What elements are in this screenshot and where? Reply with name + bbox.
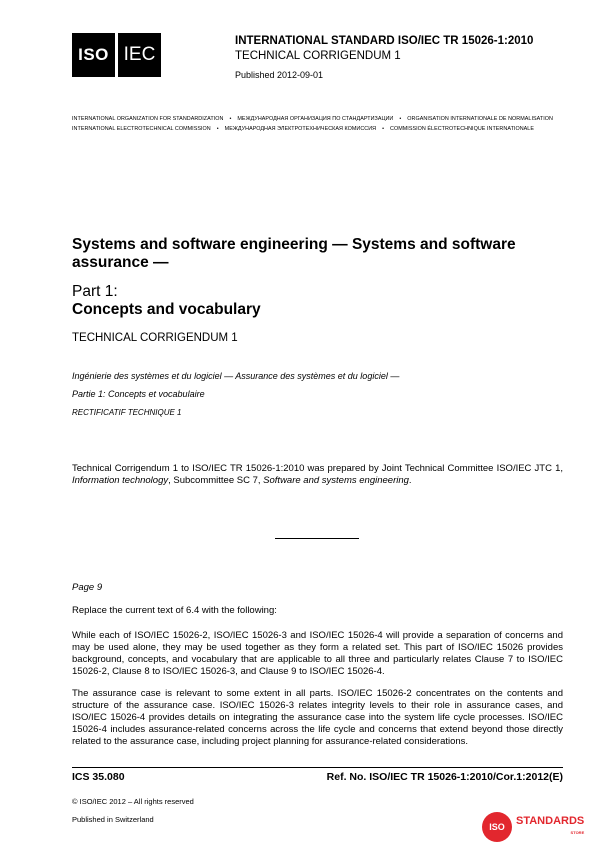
separator: • [399, 116, 402, 122]
copyright: © ISO/IEC 2012 – All rights reserved [72, 797, 194, 806]
part-title: Concepts and vocabulary [72, 301, 261, 318]
technical-corrigendum-label: TECHNICAL CORRIGENDUM 1 [72, 332, 238, 344]
separator: • [229, 116, 232, 122]
intro-text: Technical Corrigendum 1 to ISO/IEC TR 15026-1:2010 was prepared by Joint Technical Committee ISO/IEC JTC 1, [72, 463, 563, 474]
intro-text: , Subcommittee SC 7, [168, 475, 264, 486]
iso-circle-icon: ISO [482, 812, 512, 842]
org-iso-ru: МЕЖДУНАРОДНАЯ ОРГАНИЗАЦИЯ ПО СТАНДАРТИЗАЦИИ [237, 116, 394, 122]
intro-italic: Information technology [72, 475, 169, 486]
footer-rule [72, 767, 563, 768]
document-title: Systems and software engineering — Systems and software assurance — [72, 236, 516, 271]
corrigendum-label: TECHNICAL CORRIGENDUM 1 [235, 50, 401, 62]
part-heading [72, 283, 261, 319]
reference-number: Ref. No. ISO/IEC TR 15026-1:2010/Cor.1:2012(E) [326, 771, 563, 783]
iec-logo: IEC [118, 33, 161, 77]
intro-paragraph [72, 463, 563, 487]
iso-standards-store-logo [482, 812, 592, 842]
org-iso-en: INTERNATIONAL ORGANIZATION FOR STANDARDIZATION [72, 116, 224, 122]
org-iec-en: INTERNATIONAL ELECTROTECHNICAL COMMISSION [72, 126, 211, 132]
standard-title: INTERNATIONAL STANDARD ISO/IEC TR 15026-1:2010 [235, 35, 534, 47]
body-paragraph-1: While each of ISO/IEC 15026-2, ISO/IEC 15026-3 and ISO/IEC 15026-4 will provide a separation of concerns and may be used alone, they may be used together as they form a related set. This part of ISO/IEC 15026 provides background, concepts, and vocabulary that are applicable to all three and particularly relates Clause 7 to ISO/IEC 15026-2, Clause 8 to ISO/IEC 15026-3, and Clause 9 to ISO/IEC 15026-4. [72, 630, 563, 677]
org-line-1 [72, 116, 553, 122]
body-paragraph-2: The assurance case is relevant to some extent in all parts. ISO/IEC 15026-2 concentrates on the contents and structure of the assurance case. ISO/IEC 15026-3 relates integrity levels to their role in assurance cases, and ISO/IEC 15026-4 provides details on integrating the assurance case into the system life cycle processes. ISO/IEC 15026-4 includes assurance-related concerns across the life cycle and concerns that extend beyond those directly related to the assurance case, including project planning for assurance-related considerations. [72, 688, 563, 747]
org-iec-ru: МЕЖДУНАРОДНАЯ ЭЛЕКТРОТЕХНИЧЕСКАЯ КОМИССИЯ [224, 126, 377, 132]
replace-instruction: Replace the current text of 6.4 with the following: [72, 605, 277, 616]
org-iso-fr: ORGANISATION INTERNATIONALE DE NORMALISATION [407, 116, 553, 122]
divider-rule [275, 538, 359, 539]
stamp-small: STORE [570, 830, 585, 835]
french-part: Partie 1: Concepts et vocabulaire [72, 389, 205, 399]
iso-logo: ISO [72, 33, 115, 77]
ics-code: ICS 35.080 [72, 771, 125, 783]
separator: • [216, 126, 219, 132]
french-tc: RECTIFICATIF TECHNIQUE 1 [72, 408, 182, 417]
separator: • [382, 126, 385, 132]
stamp-text: STANDARDS [516, 815, 585, 827]
org-iec-fr: COMMISSION ÉLECTROTECHNIQUE INTERNATIONALE [390, 126, 534, 132]
intro-text: . [408, 475, 412, 486]
published-date: Published 2012-09-01 [235, 70, 324, 80]
part-label: Part 1: [72, 283, 118, 300]
store-text [516, 816, 584, 838]
intro-italic: Software and systems engineering [263, 475, 409, 486]
page-reference: Page 9 [72, 582, 103, 593]
iso-iec-logo [72, 33, 161, 77]
published-in: Published in Switzerland [72, 815, 154, 824]
french-title: Ingénierie des systèmes et du logiciel — Assurance des systèmes et du logiciel — [72, 371, 400, 381]
org-line-2 [72, 126, 534, 132]
